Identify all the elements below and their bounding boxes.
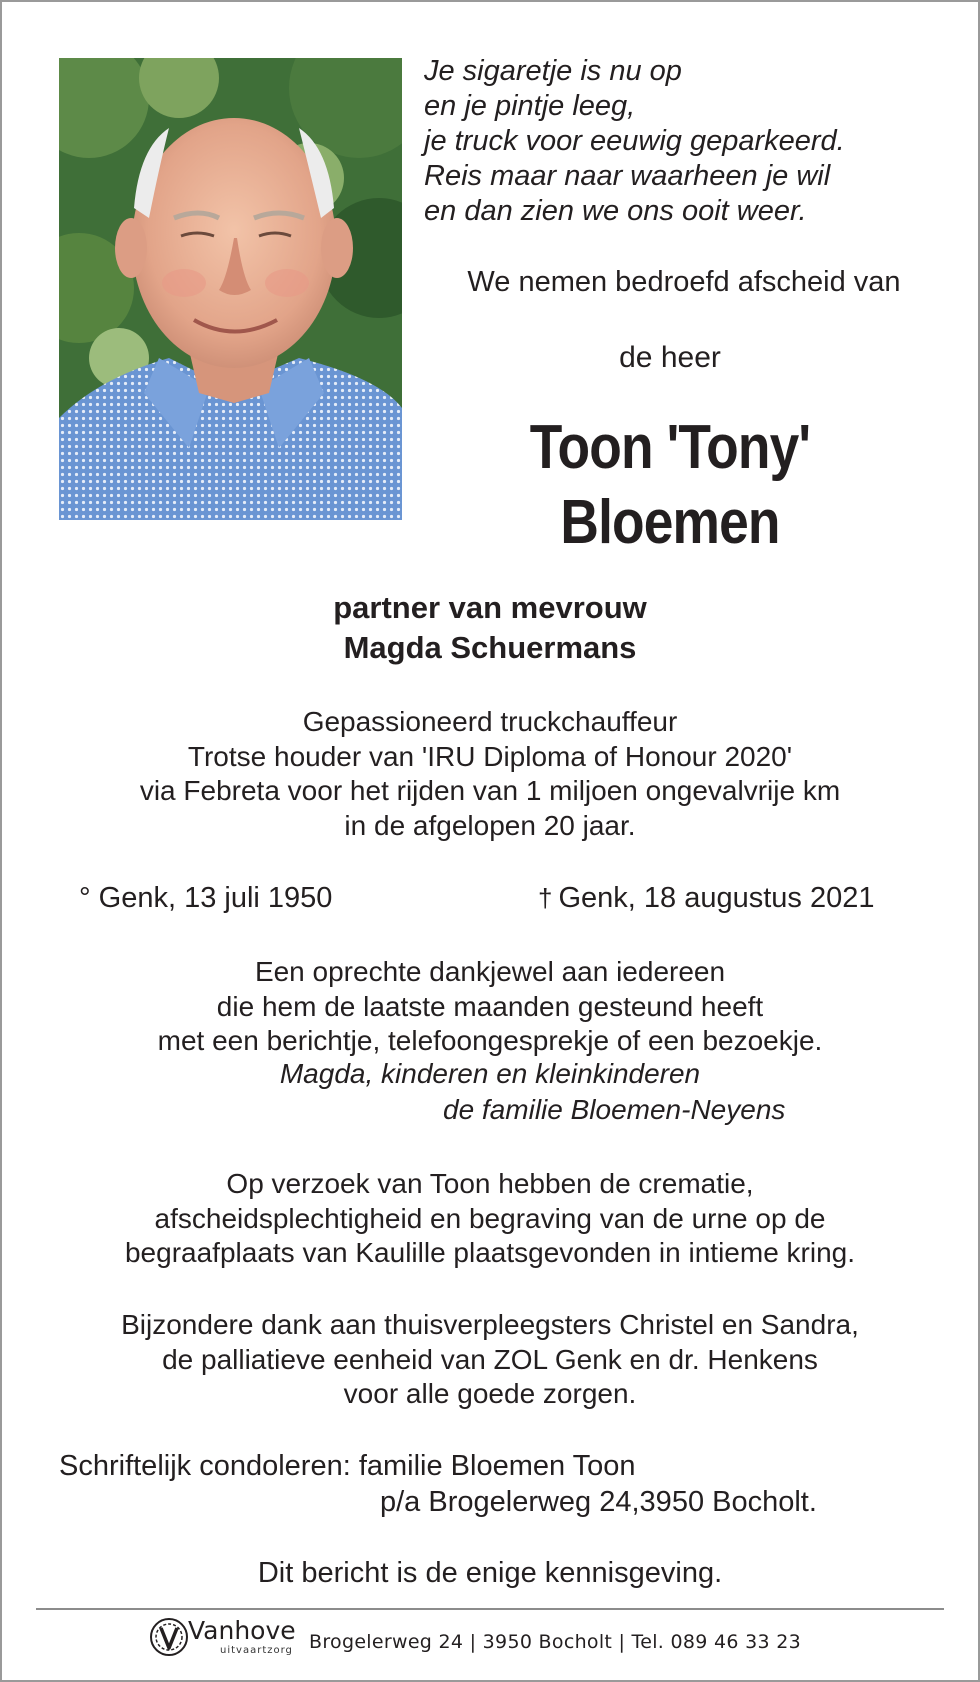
notice-text: Dit bericht is de enige kennisgeving. [257,1557,723,1589]
logo-name: Vanhove [188,1616,296,1645]
announcement-intro: We nemen bedroefd afscheid van [467,266,901,298]
footer-address: Brogelerweg 24 | 3950 Bocholt | Tel. 089 46 33 23 [309,1631,801,1653]
career-line: via Febreta voor het rijden van 1 miljoen ongevalvrije km [139,775,841,806]
poem-line: en je pintje leeg, [424,90,636,122]
thanks-line: die hem de laatste maanden gesteund heeft [216,990,764,1022]
cross-icon: † [538,883,553,913]
birth-date: ° Genk, 13 juli 1950 [79,882,333,914]
poem-line: Je sigaretje is nu op [424,55,682,87]
condolence-line1: Schriftelijk condoleren: familie Bloemen Toon [59,1450,636,1482]
thanks-text [0,955,980,1059]
funeral-home-logo [148,1614,298,1664]
gratitude-line: Bijzondere dank aan thuisverpleegsters Christel en Sandra, [121,1309,859,1340]
family-signature-2: de familie Bloemen-Neyens [443,1094,786,1125]
poem-line: Reis maar naar waarheen je wil [424,160,831,192]
career-line: Trotse houder van 'IRU Diploma of Honour 2020' [187,740,793,772]
ceremony-text [0,1167,980,1271]
career-text [0,705,980,843]
gratitude-text [0,1308,980,1412]
honorific-title: de heer [619,341,721,374]
poem-line: en dan zien we ons ooit weer. [424,195,807,227]
partner-line1: partner van mevrouw [333,590,647,625]
poem-line: je truck voor eeuwig geparkeerd. [424,125,845,157]
deceased-name [464,410,877,560]
thanks-line: met een berichtje, telefoongesprekje of een bezoekje. [157,1025,823,1056]
gratitude-line: de palliatieve eenheid van ZOL Genk en dr. Henkens [162,1343,818,1375]
family-signature-1: Magda, kinderen en kleinkinderen [279,1058,701,1089]
death-date-block [538,882,874,915]
ceremony-line: Op verzoek van Toon hebben de crematie, [226,1168,754,1199]
poem [424,54,944,229]
logo-subtitle: uitvaartzorg [220,1645,293,1656]
partner-line2: Magda Schuermans [343,630,637,665]
career-line: Gepassioneerd truckchauffeur [302,706,678,737]
deceased-name-line2: Bloemen [560,488,780,557]
deceased-name-line1: Toon 'Tony' [529,413,811,482]
partner-block [0,588,980,668]
ceremony-line: begraafplaats van Kaulille plaatsgevonden in intieme kring. [124,1237,856,1268]
death-date: Genk, 18 augustus 2021 [558,882,875,914]
footer-divider [36,1608,944,1610]
condolence-address: p/a Brogelerweg 24,3950 Bocholt. [380,1486,817,1518]
career-line: in de afgelopen 20 jaar. [344,809,636,841]
ceremony-line: afscheidsplechtigheid en begraving van de urne op de [154,1202,826,1234]
gratitude-line: voor alle goede zorgen. [343,1378,637,1409]
thanks-line: Een oprechte dankjewel aan iedereen [254,956,726,987]
logo-v-icon [148,1616,190,1658]
portrait-photo [59,58,402,520]
